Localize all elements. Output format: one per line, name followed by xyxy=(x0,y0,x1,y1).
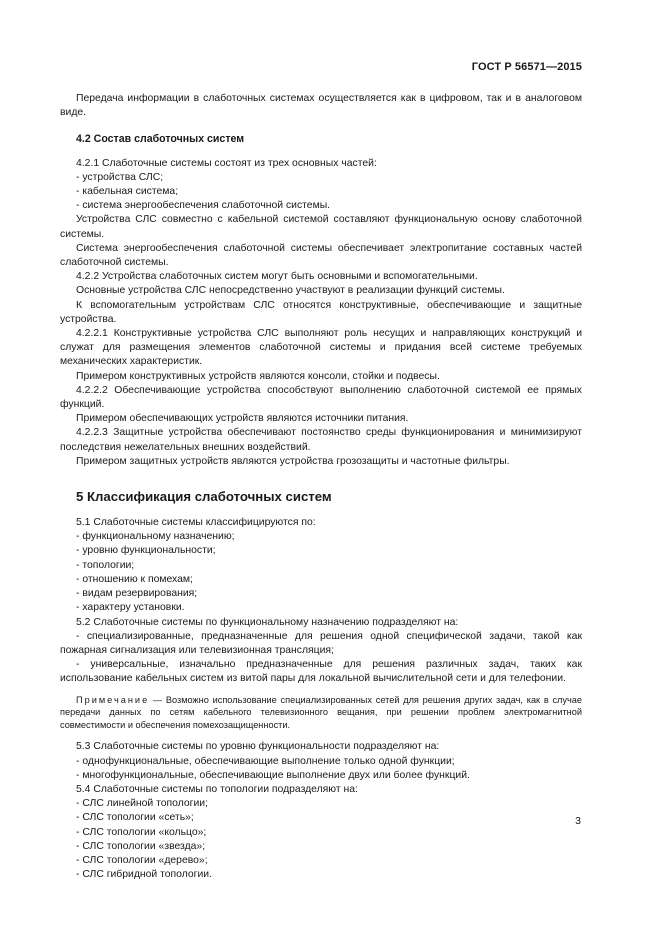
list-item: - видам резервирования; xyxy=(76,588,198,600)
paragraph: Устройства СЛС совместно с кабельной системой составляют функциональную основу слаботочной системы. xyxy=(60,214,582,240)
note-text: — Возможно использование специализированных сетей для решения других задач, как в случае передачи данных по сетям кабельного телевизионного вещания, при решении проблем электромагнитной совместимости и обеспечения помехозащищенности. xyxy=(60,694,582,730)
list-item: - СЛС топологии «дерево»; xyxy=(76,854,208,866)
list-item: - отношению к помехам; xyxy=(76,573,193,585)
paragraph: - универсальные, изначально предназначенные для решения различных задач, таких как использование кабельных систем из витой пары для локальной вычислительной сети и для телефонии. xyxy=(60,659,582,685)
list-item: - функциональному назначению; xyxy=(76,531,235,543)
paragraph: 4.2.2.3 Защитные устройства обеспечивают постоянство среды функционирования и минимизируют последствия нежелательных внешних воздействий. xyxy=(60,427,582,453)
paragraph: - специализированные, предназначенные для решения одной специфической задачи, такой как пожарная сигнализация или телевизионная трансляция; xyxy=(60,630,582,656)
list-item: - уровню функциональности; xyxy=(76,545,216,557)
list-item: - устройства СЛС; xyxy=(76,171,164,183)
section-5-heading: 5 Классификация слаботочных систем xyxy=(76,489,332,505)
paragraph: 5.3 Слаботочные системы по уровню функциональности подразделяют на: xyxy=(76,741,440,753)
list-item: - характеру установки. xyxy=(76,602,185,614)
paragraph: Примером обеспечивающих устройств являются источники питания. xyxy=(76,413,409,425)
paragraph: 4.2.2.1 Конструктивные устройства СЛС выполняют роль несущих и направляющих конструкций и служат для размещения элементов слаботочной системы и придания всей системе требуемых механических характеристик. xyxy=(60,328,582,368)
list-item: - однофункциональные, обеспечивающие выполнение только одной функции; xyxy=(76,755,455,767)
paragraph: 4.2.2 Устройства слаботочных систем могут быть основными и вспомогательными. xyxy=(76,271,478,283)
note-label: Примечание xyxy=(76,694,150,705)
paragraph: Система энергообеспечения слаботочной системы обеспечивает электропитание составных частей слаботочной системы. xyxy=(60,242,582,269)
page-content xyxy=(60,92,582,882)
section-4-2-heading: 4.2 Состав слаботочных систем xyxy=(76,133,245,146)
paragraph: 5.4 Слаботочные системы по топологии подразделяют на: xyxy=(76,783,358,795)
list-item: - система энергообеспечения слаботочной системы. xyxy=(76,200,331,212)
list-item: - многофункциональные, обеспечивающие выполнение двух или более функций. xyxy=(76,769,470,781)
paragraph: 5.1 Слаботочные системы классифицируются по: xyxy=(76,517,316,529)
paragraph: К вспомогательным устройствам СЛС относятся конструктивные, обеспечивающие и защитные устройства. xyxy=(60,299,582,325)
paragraph: 4.2.1 Слаботочные системы состоят из трех основных частей: xyxy=(76,157,377,169)
document-code: ГОСТ Р 56571—2015 xyxy=(471,61,582,73)
list-item: - СЛС топологии «кольцо»; xyxy=(76,826,207,838)
paragraph: Примером конструктивных устройств являются консоли, стойки и подвесы. xyxy=(76,370,440,382)
list-item: - СЛС топологии «сеть»; xyxy=(76,812,194,824)
list-item: - топологии; xyxy=(76,559,135,571)
list-item: - СЛС линейной топологии; xyxy=(76,798,208,810)
list-item: - СЛС гибридной топологии. xyxy=(76,869,212,881)
page-number: 3 xyxy=(575,815,581,827)
paragraph: Основные устройства СЛС непосредственно участвуют в реализации функций системы. xyxy=(76,285,505,297)
intro-paragraph: Передача информации в слаботочных системах осуществляется как в цифровом, так и в аналоговом виде. xyxy=(60,93,582,119)
list-item: - кабельная система; xyxy=(76,186,179,198)
paragraph: Примером защитных устройств являются устройства грозозащиты и частотные фильтры. xyxy=(76,455,510,467)
list-item: - СЛС топологии «звезда»; xyxy=(76,840,206,852)
note xyxy=(60,694,582,732)
paragraph: 4.2.2.2 Обеспечивающие устройства способствуют выполнению слаботочной системой ее прямых функций. xyxy=(60,384,582,411)
paragraph: 5.2 Слаботочные системы по функциональному назначению подразделяют на: xyxy=(76,616,459,628)
